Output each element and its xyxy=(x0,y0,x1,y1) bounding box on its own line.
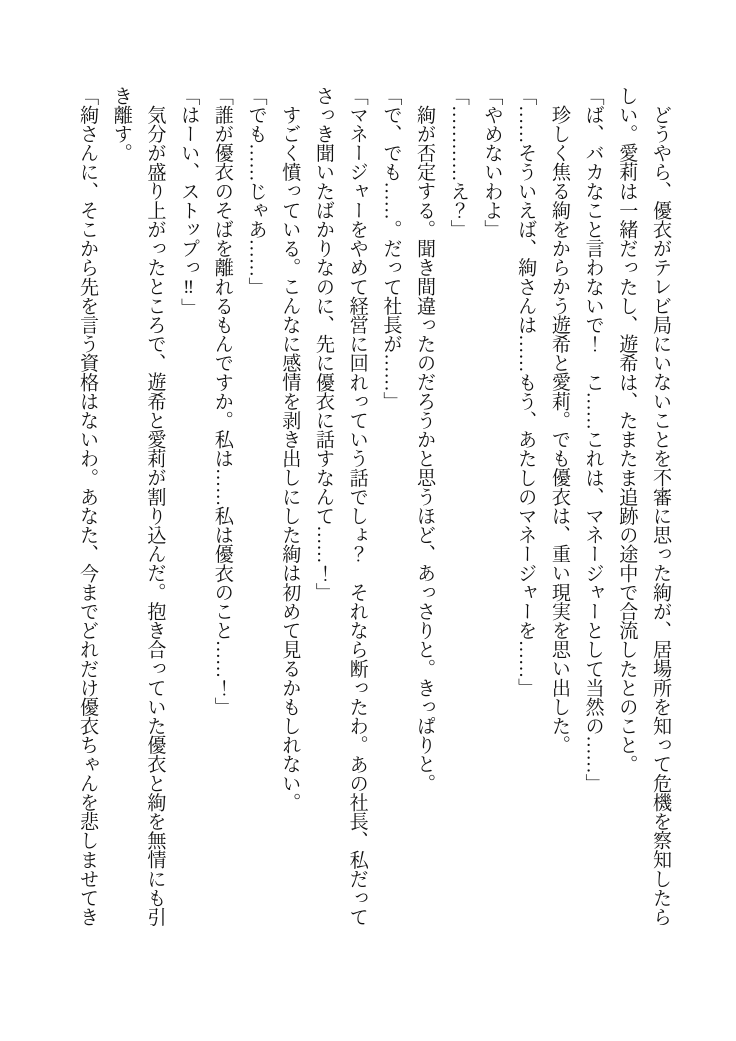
paragraph: 「……そういえば、絢さんは……もう、あたしのマネージャーを……」 xyxy=(515,86,537,698)
paragraph: すごく憤っている。こんなに感情を剥き出しにした絢は初めて見るかもしれない。 xyxy=(279,105,301,812)
paragraph: 「絢さんに、そこから先を言う資格はないわ。あなた、今までどれだけ優衣ちゃんを悲しませてき xyxy=(77,86,99,927)
page-text xyxy=(70,86,677,930)
paragraph: 「…………え？」 xyxy=(447,86,469,239)
paragraph: 「はーい、ストップっ‼」 xyxy=(178,86,200,318)
paragraph: 「やめないわよ」 xyxy=(481,86,503,239)
paragraph: 珍しく焦る絢をからかう遊希と愛莉。でも優衣は、重い現実を思い出した。 xyxy=(548,105,570,755)
paragraph: 絢が否定する。聞き間違ったのだろうかと思うほど、あっさりと。きっぱりと。 xyxy=(414,105,436,793)
paragraph: どうやら、優衣がテレビ局にいないことを不審に思った絢が、居場所を知って危機を察知したらしい。愛莉は一緒だったし、遊希は、たまたま追跡の途中で合流したとのこと。 xyxy=(616,86,671,927)
paragraph: 「で、でも……。だって社長が……」 xyxy=(380,86,402,411)
paragraph: 「ば、バカなこと言わないで！ こ……これは、マネージャーとして当然の……」 xyxy=(582,86,604,793)
paragraph: 「マネージャーをやめて経営に回れっていう話でしょ？ それなら断ったわ。あの社長、私だってさっき聞いたばかりなのに、先に優衣に話すなんて……！」 xyxy=(312,86,368,927)
paragraph: 「でも……じゃあ……」 xyxy=(245,86,267,297)
paragraph: 気分が盛り上がったところで、遊希と愛莉が割り込んだ。抱き合っていた優衣と絢を無情にも引き離す。 xyxy=(110,86,166,927)
paragraph: 「誰が優衣のそばを離れるもんですか。私は……私は優衣のこと……！」 xyxy=(211,86,233,717)
